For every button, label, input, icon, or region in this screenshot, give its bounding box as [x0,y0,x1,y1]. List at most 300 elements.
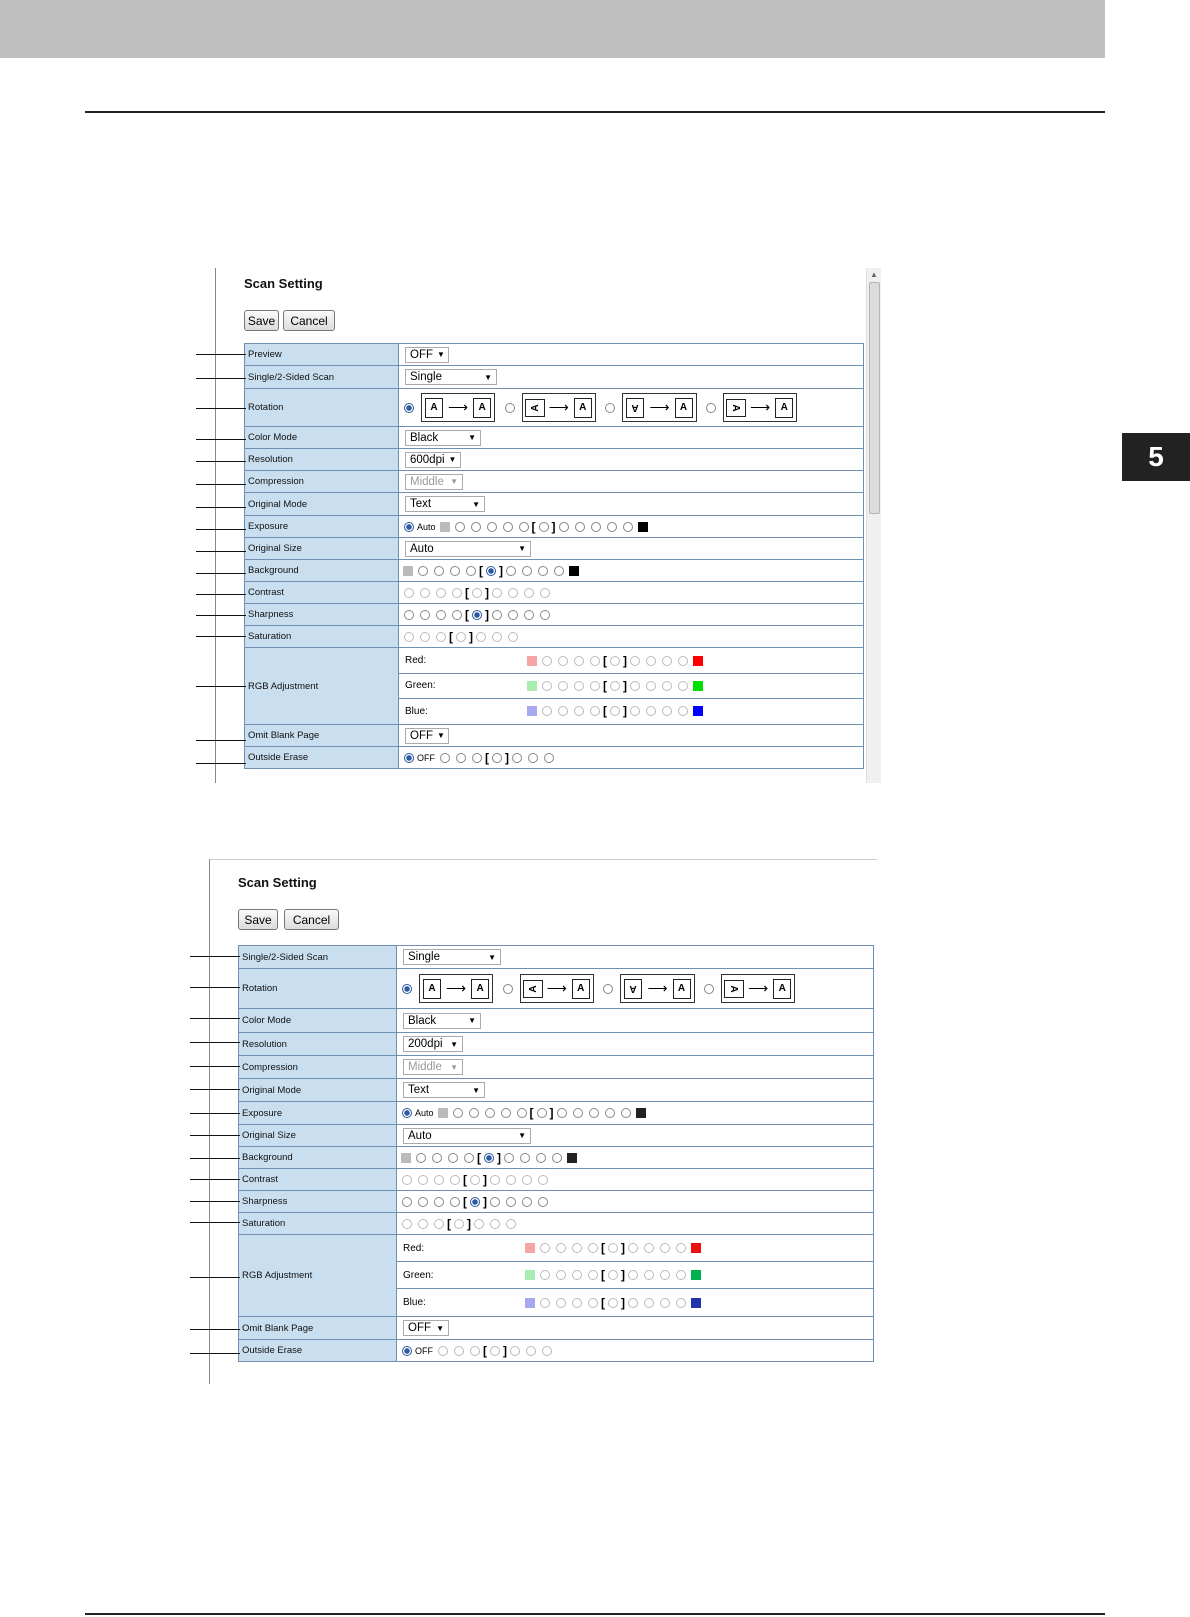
rotation-radio[interactable] [404,403,414,413]
exposure-radio[interactable] [539,522,549,532]
page-title: Scan Setting [238,875,317,890]
background-radio[interactable] [552,1153,562,1163]
callout-leader [196,408,246,409]
green-full-swatch-icon [691,1270,701,1280]
green-full-swatch-icon [693,681,703,691]
contrast-radio [470,1175,480,1185]
footer-rule [85,1613,1105,1615]
exposure-scale: Auto [ ] [399,516,864,538]
rgb-radio [646,681,656,691]
rgb-radio [574,706,584,716]
callout-leader [196,573,246,574]
exposure-radio[interactable] [501,1108,511,1118]
rgb-radio [542,706,552,716]
background-radio[interactable] [418,566,428,576]
rgb-radio [646,656,656,666]
dark-swatch-icon [636,1108,646,1118]
row-label: Exposure [245,516,399,538]
contrast-radio [538,1175,548,1185]
row-label: Outside Erase [245,747,399,769]
rgb-blue-row: Blue: [ ] [397,1289,873,1316]
chevron-down-icon: ▼ [437,350,445,359]
saturation-radio [454,1219,464,1229]
callout-leader [196,354,246,355]
contrast-radio [506,1175,516,1185]
sharpness-radio[interactable] [418,1197,428,1207]
exposure-radio[interactable] [471,522,481,532]
exposure-radio[interactable] [573,1108,583,1118]
rotation-radio[interactable] [605,403,615,413]
chevron-down-icon: ▼ [450,1039,458,1049]
callout-leader [190,1179,240,1180]
sharpness-radio[interactable] [538,1197,548,1207]
exposure-radio[interactable] [621,1108,631,1118]
sharpness-radio[interactable] [472,610,482,620]
outside-erase-radio[interactable] [544,753,554,763]
exposure-auto-radio[interactable] [404,522,414,532]
contrast-scale: [ ] [399,582,864,604]
background-radio[interactable] [554,566,564,576]
row-label: Color Mode [239,1009,397,1033]
exposure-radio[interactable] [607,522,617,532]
row-label: Resolution [245,449,399,471]
contrast-radio [452,588,462,598]
chevron-down-icon: ▼ [450,477,458,486]
callout-leader [196,378,246,379]
row-label: Rotation [245,389,399,427]
contrast-radio [492,588,502,598]
exposure-radio[interactable] [537,1108,547,1118]
rgb-radio [660,1270,670,1280]
chevron-down-icon: ▼ [472,499,480,509]
chevron-down-icon: ▼ [450,1062,458,1072]
rgb-radio [628,1270,638,1280]
outside-erase-radio[interactable] [456,753,466,763]
background-radio[interactable] [432,1153,442,1163]
rotation-left-icon: A ⟶ A [520,974,594,1003]
resolution-select[interactable]: 200dpi ▼ [403,1036,463,1052]
rgb-radio [590,656,600,666]
sharpness-radio[interactable] [402,1197,412,1207]
exposure-radio[interactable] [453,1108,463,1118]
callout-leader [190,1158,240,1159]
callout-leader [190,956,240,957]
chevron-down-icon: ▼ [472,1085,480,1095]
exposure-radio[interactable] [487,522,497,532]
outside-erase-radio [454,1346,464,1356]
outside-erase-radio[interactable] [440,753,450,763]
rotation-upright-icon: A ⟶ A [419,974,493,1003]
red-light-swatch-icon [527,656,537,666]
row-label: Contrast [239,1169,397,1191]
callout-leader [190,1066,240,1067]
rgb-radio [676,1270,686,1280]
sharpness-radio[interactable] [492,610,502,620]
saturation-scale: [ ] [399,626,864,648]
row-label: Omit Blank Page [245,725,399,747]
rgb-radio [608,1298,618,1308]
background-radio[interactable] [506,566,516,576]
background-radio[interactable] [466,566,476,576]
outside-erase-radio[interactable] [528,753,538,763]
save-button[interactable]: Save [238,909,278,930]
sharpness-radio[interactable] [490,1197,500,1207]
outside-erase-radio [542,1346,552,1356]
saturation-scale: [ ] [397,1213,874,1235]
row-label: Exposure [239,1102,397,1125]
rotation-upright-icon: A ⟶ A [421,393,495,422]
row-label: RGB Adjustment [239,1235,397,1317]
omit-blank-select[interactable]: OFF ▼ [405,728,449,744]
row-label: Resolution [239,1033,397,1056]
saturation-radio [402,1219,412,1229]
rgb-green-row: Green: [ ] [397,1262,873,1289]
callout-leader [196,484,246,485]
saturation-radio [490,1219,500,1229]
exposure-radio[interactable] [455,522,465,532]
sharpness-radio[interactable] [506,1197,516,1207]
contrast-radio [418,1175,428,1185]
rgb-radio [676,1243,686,1253]
red-light-swatch-icon [525,1243,535,1253]
background-radio[interactable] [484,1153,494,1163]
background-radio[interactable] [434,566,444,576]
rgb-radio [540,1243,550,1253]
outside-erase-radio [470,1346,480,1356]
outside-erase-off-radio[interactable] [404,753,414,763]
sharpness-scale: [ ] [399,604,864,626]
callout-leader [190,987,240,988]
rgb-red-row: Red: [ ] [399,649,863,674]
callout-leader [196,615,246,616]
original-size-select[interactable]: Auto ▼ [403,1128,531,1144]
row-label: Background [239,1147,397,1169]
callout-leader [196,740,246,741]
row-label: Original Mode [239,1079,397,1102]
rotation-radio[interactable] [704,984,714,994]
rgb-radio [608,1243,618,1253]
row-label: Omit Blank Page [239,1317,397,1340]
header-band [0,0,1105,58]
rgb-radio [588,1298,598,1308]
rotation-inverted-icon: A ⟶ A [622,393,696,422]
row-label: Sharpness [245,604,399,626]
scroll-up-icon[interactable]: ▲ [870,270,878,279]
scrollbar-thumb[interactable] [869,282,880,514]
callout-leader [190,1329,240,1330]
row-label: Sharpness [239,1191,397,1213]
rgb-radio [630,681,640,691]
contrast-radio [450,1175,460,1185]
exposure-auto-radio[interactable] [402,1108,412,1118]
rgb-radio [590,681,600,691]
outside-erase-radio[interactable] [492,753,502,763]
light-swatch-icon [403,566,413,576]
row-label: Original Size [239,1125,397,1147]
outside-erase-radio[interactable] [472,753,482,763]
original-mode-select[interactable]: Text ▼ [405,496,485,512]
callout-leader [196,529,246,530]
sharpness-radio[interactable] [452,610,462,620]
row-label: Compression [239,1056,397,1079]
preview-select[interactable]: OFF ▼ [405,347,449,363]
rgb-radio [574,656,584,666]
contrast-radio [404,588,414,598]
red-full-swatch-icon [693,656,703,666]
save-button[interactable]: Save [244,310,279,331]
chevron-down-icon: ▼ [518,1131,526,1140]
rotation-inverted-icon: A ⟶ A [620,974,694,1003]
row-label: Original Size [245,538,399,560]
background-radio[interactable] [416,1153,426,1163]
rgb-blue-row: Blue: [ ] [399,699,863,724]
rgb-radio [588,1243,598,1253]
outside-erase-off-radio[interactable] [402,1346,412,1356]
callout-leader [196,686,246,687]
row-label: Color Mode [245,427,399,449]
background-radio[interactable] [520,1153,530,1163]
contrast-radio [540,588,550,598]
rgb-radio [630,656,640,666]
cancel-button[interactable]: Cancel [283,310,335,331]
exposure-radio[interactable] [469,1108,479,1118]
contrast-radio [522,1175,532,1185]
outside-erase-radio[interactable] [512,753,522,763]
rgb-green-row: Green: [ ] [399,674,863,699]
callout-leader [196,507,246,508]
cancel-button[interactable]: Cancel [284,909,339,930]
rgb-radio [572,1243,582,1253]
contrast-radio [402,1175,412,1185]
callout-leader [196,461,246,462]
saturation-radio [404,632,414,642]
sided-scan-select[interactable]: Single ▼ [405,369,497,385]
rgb-radio [558,656,568,666]
callout-leader [196,763,246,764]
rotation-radio[interactable] [706,403,716,413]
rgb-radio [608,1270,618,1280]
omit-blank-select[interactable]: OFF ▼ [403,1320,449,1336]
background-radio[interactable] [448,1153,458,1163]
chevron-down-icon: ▼ [448,455,457,464]
rgb-radio [678,656,688,666]
rgb-radio [540,1270,550,1280]
sharpness-radio[interactable] [420,610,430,620]
rgb-radio [676,1298,686,1308]
callout-leader [190,1135,240,1136]
saturation-radio [508,632,518,642]
row-label: Preview [245,344,399,366]
settings-table [238,945,874,1362]
scan-setting-screenshot-2 [209,859,877,1384]
sharpness-radio[interactable] [470,1197,480,1207]
rotation-radio[interactable] [402,984,412,994]
original-size-select[interactable]: Auto ▼ [405,541,531,557]
rgb-radio [590,706,600,716]
rotation-right-icon: A ⟶ A [721,974,795,1003]
red-full-swatch-icon [691,1243,701,1253]
callout-leader [196,594,246,595]
page-title: Scan Setting [244,276,323,291]
rotation-radio[interactable] [503,984,513,994]
header-rule [85,111,1105,113]
settings-table [244,343,864,769]
chevron-down-icon: ▼ [468,433,476,442]
callout-leader [196,636,246,637]
background-radio[interactable] [504,1153,514,1163]
saturation-radio [420,632,430,642]
rotation-radio[interactable] [603,984,613,994]
green-light-swatch-icon [527,681,537,691]
callout-leader [190,1353,240,1354]
callout-leader [196,551,246,552]
callout-leader [190,1018,240,1019]
row-label: Compression [245,471,399,493]
contrast-radio [434,1175,444,1185]
row-label: Background [245,560,399,582]
exposure-radio[interactable] [519,522,529,532]
row-label: Saturation [245,626,399,648]
rgb-radio [558,681,568,691]
saturation-radio [506,1219,516,1229]
light-swatch-icon [401,1153,411,1163]
vertical-scrollbar[interactable] [866,268,881,783]
resolution-select[interactable]: 600dpi ▼ [405,452,461,468]
exposure-radio[interactable] [503,522,513,532]
sharpness-radio[interactable] [404,610,414,620]
scan-setting-screenshot-1 [215,268,881,783]
rgb-red-row: Red: [ ] [397,1235,873,1262]
chevron-down-icon: ▼ [484,372,492,382]
saturation-radio [476,632,486,642]
callout-leader [190,1089,240,1090]
rgb-radio [610,681,620,691]
chevron-down-icon: ▼ [437,731,445,740]
rgb-radio [630,706,640,716]
contrast-radio [436,588,446,598]
chevron-down-icon: ▼ [468,1016,476,1025]
rgb-radio [540,1298,550,1308]
background-radio[interactable] [464,1153,474,1163]
rgb-radio [644,1298,654,1308]
saturation-radio [418,1219,428,1229]
dark-swatch-icon [638,522,648,532]
sided-scan-select[interactable]: Single ▼ [403,949,501,965]
rgb-radio [678,681,688,691]
green-light-swatch-icon [525,1270,535,1280]
exposure-radio[interactable] [559,522,569,532]
exposure-radio[interactable] [591,522,601,532]
chapter-tab [1122,433,1190,481]
sharpness-radio[interactable] [524,610,534,620]
saturation-radio [456,632,466,642]
exposure-radio[interactable] [557,1108,567,1118]
sharpness-radio[interactable] [522,1197,532,1207]
exposure-radio[interactable] [589,1108,599,1118]
sharpness-scale: [ ] [397,1191,874,1213]
blue-light-swatch-icon [527,706,537,716]
exposure-radio[interactable] [623,522,633,532]
rotation-right-icon: A ⟶ A [723,393,797,422]
chevron-down-icon: ▼ [436,1323,444,1333]
saturation-radio [492,632,502,642]
light-swatch-icon [440,522,450,532]
background-radio[interactable] [538,566,548,576]
rgb-radio [588,1270,598,1280]
row-label: Outside Erase [239,1340,397,1362]
blue-full-swatch-icon [693,706,703,716]
rgb-radio [558,706,568,716]
row-label: Single/2-Sided Scan [245,366,399,389]
row-label: Rotation [239,969,397,1009]
background-radio[interactable] [450,566,460,576]
rgb-radio [556,1243,566,1253]
exposure-radio[interactable] [517,1108,527,1118]
rgb-radio [556,1270,566,1280]
contrast-radio [420,588,430,598]
exposure-radio[interactable] [575,522,585,532]
chapter-number: 5 [1148,441,1164,472]
color-mode-select[interactable]: Black ▼ [403,1013,481,1029]
sharpness-radio[interactable] [450,1197,460,1207]
original-mode-select[interactable]: Text ▼ [403,1082,485,1098]
dark-swatch-icon [567,1153,577,1163]
exposure-radio[interactable] [485,1108,495,1118]
outside-erase-radio [438,1346,448,1356]
exposure-scale: Auto [ ] [397,1102,874,1125]
callout-leader [190,1277,240,1278]
background-radio[interactable] [522,566,532,576]
rgb-radio [572,1298,582,1308]
callout-leader [190,1042,240,1043]
rgb-radio [542,656,552,666]
rgb-radio [610,656,620,666]
outside-erase-scale: OFF [ ] [399,747,864,769]
blue-light-swatch-icon [525,1298,535,1308]
rgb-radio [556,1298,566,1308]
sharpness-radio[interactable] [540,610,550,620]
saturation-radio [474,1219,484,1229]
saturation-radio [434,1219,444,1229]
rgb-radio [678,706,688,716]
contrast-scale: [ ] [397,1169,874,1191]
background-scale: [ ] [399,560,864,582]
rgb-radio [628,1298,638,1308]
exposure-radio[interactable] [605,1108,615,1118]
sharpness-radio[interactable] [508,610,518,620]
callout-leader [190,1222,240,1223]
row-label: RGB Adjustment [245,648,399,725]
contrast-radio [508,588,518,598]
color-mode-select[interactable]: Black ▼ [405,430,481,446]
row-label: Saturation [239,1213,397,1235]
rgb-radio [644,1270,654,1280]
sharpness-radio[interactable] [434,1197,444,1207]
chevron-down-icon: ▼ [488,952,496,962]
callout-leader [190,1113,240,1114]
background-radio[interactable] [536,1153,546,1163]
dark-swatch-icon [569,566,579,576]
compression-select: Middle ▼ [405,474,463,490]
background-radio[interactable] [486,566,496,576]
sharpness-radio[interactable] [436,610,446,620]
rgb-radio [644,1243,654,1253]
rgb-radio [610,706,620,716]
contrast-radio [472,588,482,598]
light-swatch-icon [438,1108,448,1118]
contrast-radio [490,1175,500,1185]
rotation-radio[interactable] [505,403,515,413]
